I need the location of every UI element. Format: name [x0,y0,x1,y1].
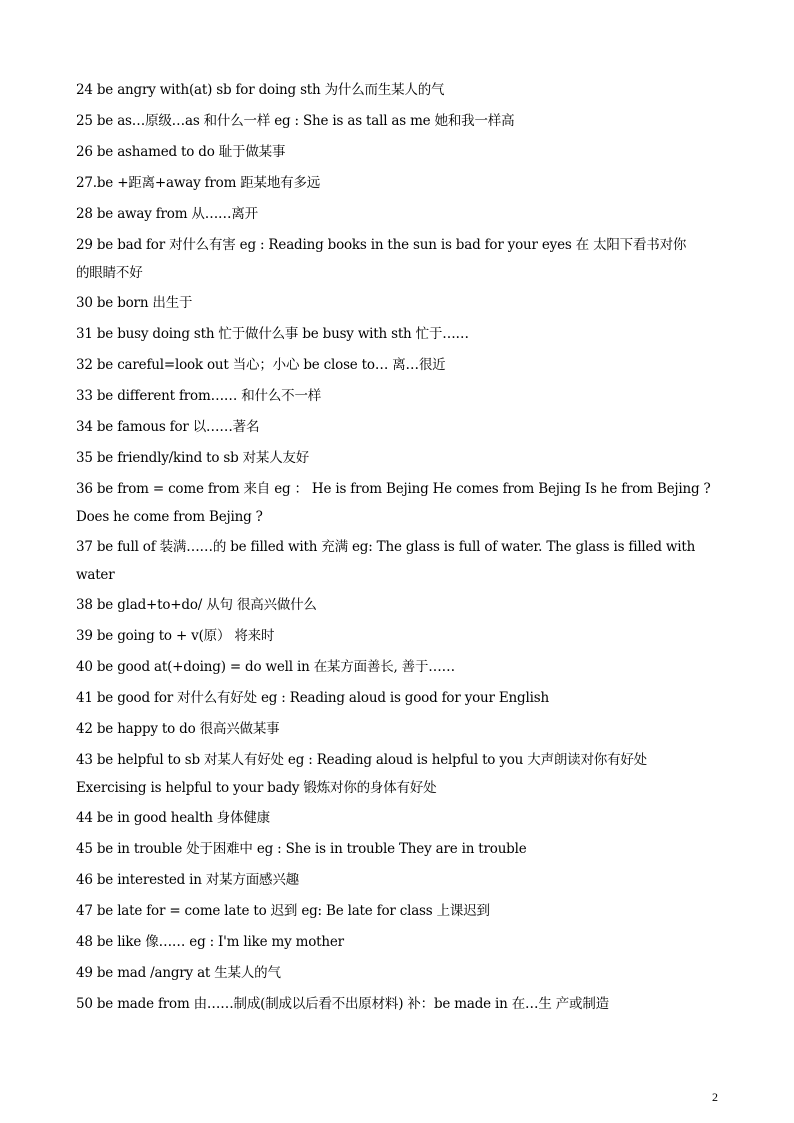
page-number: 2 [712,1090,718,1104]
entry-44: 44 be in good health 身体健康 [76,810,270,826]
entry-29-continued: 的眼睛不好 [76,265,143,281]
entry-39: 39 be going to + v(原） 将来时 [76,628,275,644]
entry-38: 38 be glad+to+do/ 从句 很高兴做什么 [76,597,317,613]
entry-37-continued: water [76,567,115,583]
entry-24: 24 be angry with(at) sb for doing sth 为什么而生某人的气 [76,82,445,98]
document-body [76,75,726,1020]
entry-29: 29 be bad for 对什么有害 eg : Reading books in the sun is bad for your eyes 在 太阳下看书对你 [76,237,687,253]
entry-28: 28 be away from 从……离开 [76,206,258,222]
entry-26: 26 be ashamed to do 耻于做某事 [76,144,286,160]
entry-48: 48 be like 像…… eg : I'm like my mother [76,934,344,950]
entry-32: 32 be careful=look out 当心；小心 be close to… 离…很近 [76,357,446,373]
entry-27: 27.be +距离+away from 距某地有多远 [76,175,321,191]
entry-37: 37 be full of 装满……的 be filled with 充满 eg: The glass is full of water. The glass is filled with [76,539,696,555]
entry-46: 46 be interested in 对某方面感兴趣 [76,872,299,888]
entry-43: 43 be helpful to sb 对某人有好处 eg : Reading aloud is helpful to you 大声朗读对你有好处 [76,752,647,768]
entry-40: 40 be good at(+doing) = do well in 在某方面善长, 善于…… [76,659,455,675]
entry-25: 25 be as…原级…as 和什么一样 eg : She is as tall as me 她和我一样高 [76,113,515,129]
entry-43-continued: Exercising is helpful to your bady 锻炼对你的身体有好处 [76,780,437,796]
entry-45: 45 be in trouble 处于困难中 eg : She is in trouble They are in trouble [76,841,527,857]
entry-35: 35 be friendly/kind to sb 对某人友好 [76,450,310,466]
entry-47: 47 be late for = come late to 迟到 eg: Be late for class 上课迟到 [76,903,490,919]
entry-50: 50 be made from 由……制成(制成以后看不出原材料) 补：be made in 在…生 产或制造 [76,996,609,1012]
entry-31: 31 be busy doing sth 忙于做什么事 be busy with sth 忙于…… [76,326,469,342]
entry-34: 34 be famous for 以……著名 [76,419,260,435]
entry-49: 49 be mad /angry at 生某人的气 [76,965,281,981]
entry-36-continued: Does he come from Bejing ? [76,509,263,525]
entry-36: 36 be from = come from 来自 eg ： He is from Bejing He comes from Bejing Is he from Bejing ? [76,481,711,497]
entry-30: 30 be born 出生于 [76,295,193,311]
entry-33: 33 be different from…… 和什么不一样 [76,388,322,404]
entry-41: 41 be good for 对什么有好处 eg : Reading aloud is good for your English [76,690,549,706]
entry-42: 42 be happy to do 很高兴做某事 [76,721,280,737]
